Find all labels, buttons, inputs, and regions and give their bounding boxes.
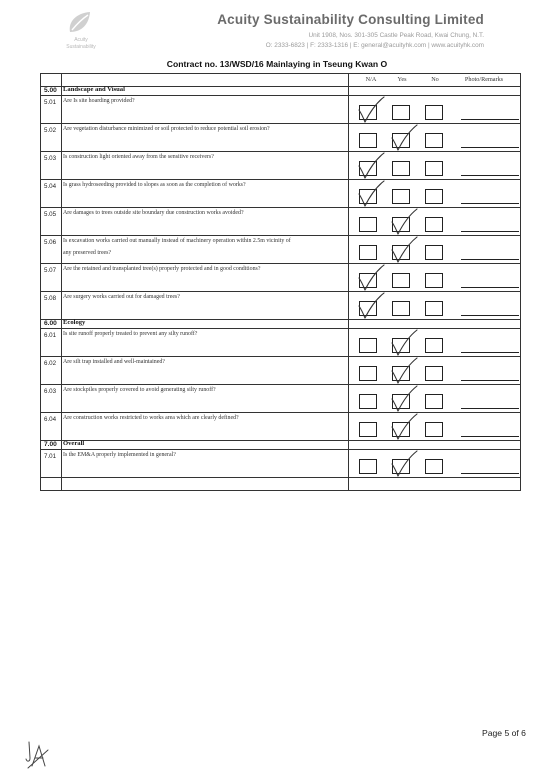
section-number: 7.00 (44, 441, 57, 448)
checkbox-yes[interactable] (392, 217, 410, 232)
checkbox-n-a[interactable] (359, 133, 377, 148)
tick-mark-icon (389, 208, 419, 236)
checkbox-n-a[interactable] (359, 301, 377, 316)
checkbox-yes[interactable] (392, 459, 410, 474)
tick-mark-icon (389, 329, 419, 357)
checkbox-no[interactable] (425, 105, 443, 120)
item-question: Is site runoff properly treated to prevent any silty runoff? (63, 331, 198, 337)
checkbox-no[interactable] (425, 161, 443, 176)
checkbox-yes[interactable] (392, 105, 410, 120)
company-address: Unit 1908, Nos. 301-305 Castle Peak Road, Kwai Chung, N.T. (308, 32, 484, 39)
remarks-line[interactable] (461, 436, 519, 437)
checklist-table (40, 73, 521, 491)
item-question: Is excavation works carried out manually instead of machinery operation within 2.5m vicinity of (63, 238, 291, 244)
logo-text: Sustainability (66, 44, 96, 50)
checkbox-n-a[interactable] (359, 422, 377, 437)
item-question: Are stockpiles properly covered to avoid generating silty runoff? (63, 387, 216, 393)
header-na: N/A (365, 76, 377, 83)
item-question: Are Is site hoarding provided? (63, 98, 135, 104)
header-photo-remarks: Photo/Remarks (464, 76, 504, 83)
checkbox-n-a[interactable] (359, 217, 377, 232)
leaf-logo-icon (66, 10, 94, 36)
page-number: Page 5 of 6 (482, 728, 526, 738)
remarks-line[interactable] (461, 315, 519, 316)
checkbox-n-a[interactable] (359, 366, 377, 381)
remarks-line[interactable] (461, 380, 519, 381)
remarks-line[interactable] (461, 231, 519, 232)
checkbox-yes[interactable] (392, 422, 410, 437)
checkbox-no[interactable] (425, 338, 443, 353)
remarks-line[interactable] (461, 203, 519, 204)
item-question: any preserved trees? (63, 250, 112, 256)
item-question: Is the EM&A properly implemented in general? (63, 452, 176, 458)
checkbox-yes[interactable] (392, 161, 410, 176)
tick-mark-icon (356, 152, 386, 180)
item-number: 6.04 (44, 416, 57, 423)
checkbox-no[interactable] (425, 366, 443, 381)
logo-text: Acuity (74, 37, 88, 43)
company-name: Acuity Sustainability Consulting Limited (217, 12, 484, 27)
tick-mark-icon (356, 292, 386, 320)
item-question: Are silt trap installed and well-maintained? (63, 359, 165, 365)
item-number: 5.06 (44, 239, 57, 246)
tick-mark-icon (389, 124, 419, 152)
tick-mark-icon (389, 450, 419, 478)
checkbox-no[interactable] (425, 273, 443, 288)
row-divider (41, 477, 520, 478)
checkbox-n-a[interactable] (359, 245, 377, 260)
section-number: 6.00 (44, 320, 57, 327)
item-question: Are the retained and transplanted tree(s) properly protected and in good conditions? (63, 266, 261, 272)
checkbox-no[interactable] (425, 301, 443, 316)
item-question: Is grass hydroseeding provided to slopes as soon as the completion of works? (63, 182, 246, 188)
remarks-line[interactable] (461, 147, 519, 148)
company-logo (56, 10, 106, 52)
item-question: Are damages to trees outside site boundary due construction works avoided? (63, 210, 244, 216)
item-number: 7.01 (44, 453, 57, 460)
remarks-line[interactable] (461, 473, 519, 474)
item-number: 5.02 (44, 127, 57, 134)
remarks-line[interactable] (461, 352, 519, 353)
contract-title: Contract no. 13/WSD/16 Mainlaying in Tseung Kwan O (166, 59, 388, 69)
tick-mark-icon (356, 96, 386, 124)
item-number: 5.04 (44, 183, 57, 190)
checkbox-no[interactable] (425, 394, 443, 409)
checkbox-n-a[interactable] (359, 394, 377, 409)
column-divider (61, 74, 62, 490)
checkbox-no[interactable] (425, 189, 443, 204)
handwritten-initials (24, 738, 50, 770)
checkbox-n-a[interactable] (359, 189, 377, 204)
item-number: 5.07 (44, 267, 57, 274)
remarks-line[interactable] (461, 259, 519, 260)
item-number: 6.03 (44, 388, 57, 395)
checkbox-yes[interactable] (392, 338, 410, 353)
item-number: 6.02 (44, 360, 57, 367)
checkbox-no[interactable] (425, 133, 443, 148)
tick-mark-icon (389, 236, 419, 264)
item-question: Are construction works restricted to works area which are clearly defined? (63, 415, 239, 421)
checkbox-yes[interactable] (392, 394, 410, 409)
item-number: 5.05 (44, 211, 57, 218)
tick-mark-icon (356, 180, 386, 208)
checkbox-yes[interactable] (392, 366, 410, 381)
checkbox-n-a[interactable] (359, 105, 377, 120)
column-divider (348, 74, 349, 490)
section-title: Ecology (63, 319, 86, 326)
checkbox-n-a[interactable] (359, 161, 377, 176)
remarks-line[interactable] (461, 175, 519, 176)
item-question: Are vegetation disturbance minimized or soil protected to reduce potential soil erosion? (63, 126, 270, 132)
item-number: 5.03 (44, 155, 57, 162)
tick-mark-icon (389, 357, 419, 385)
item-number: 5.01 (44, 99, 57, 106)
checkbox-no[interactable] (425, 245, 443, 260)
tick-mark-icon (356, 264, 386, 292)
header-yes: Yes (397, 76, 407, 83)
header-no: No (431, 76, 439, 83)
item-question: Are surgery works carried out for damaged trees? (63, 294, 180, 300)
checkbox-yes[interactable] (392, 301, 410, 316)
checkbox-yes[interactable] (392, 273, 410, 288)
checkbox-yes[interactable] (392, 133, 410, 148)
remarks-line[interactable] (461, 119, 519, 120)
tick-mark-icon (389, 385, 419, 413)
section-number: 5.00 (44, 87, 57, 94)
checkbox-n-a[interactable] (359, 459, 377, 474)
item-number: 5.08 (44, 295, 57, 302)
remarks-line[interactable] (461, 287, 519, 288)
checkbox-no[interactable] (425, 459, 443, 474)
checkbox-n-a[interactable] (359, 338, 377, 353)
company-contact: O: 2333-6823 | F: 2333-1316 | E: general@acuityhk.com | www.acuityhk.com (265, 42, 484, 49)
item-question: Is construction light oriented away from the sensitive receivers? (63, 154, 214, 160)
checkbox-n-a[interactable] (359, 273, 377, 288)
tick-mark-icon (389, 413, 419, 441)
checkbox-yes[interactable] (392, 189, 410, 204)
remarks-line[interactable] (461, 408, 519, 409)
section-title: Overall (63, 440, 85, 447)
section-title: Landscape and Visual (63, 86, 125, 93)
checkbox-no[interactable] (425, 422, 443, 437)
checkbox-no[interactable] (425, 217, 443, 232)
checkbox-yes[interactable] (392, 245, 410, 260)
item-number: 6.01 (44, 332, 57, 339)
